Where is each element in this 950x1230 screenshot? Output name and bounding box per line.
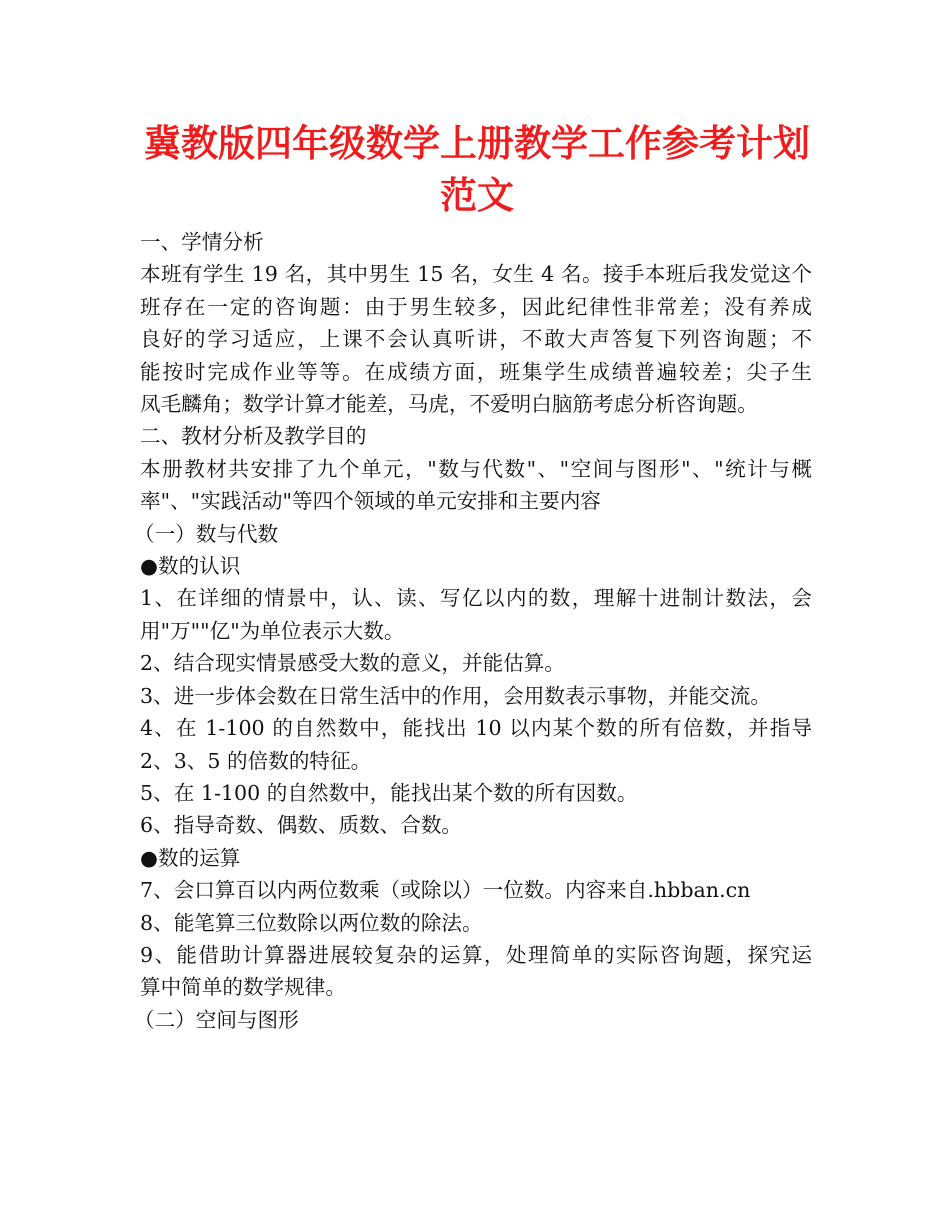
section-heading: 二、教材分析及教学目的 [140,424,367,449]
paragraph-line: 良好的学习适应，上课不会认真听讲，不敢大声答复下列咨询题；不 [140,327,812,352]
list-item: 6、指导奇数、偶数、质数、合数。 [140,813,463,838]
paragraph-line: 能按时完成作业等等。在成绩方面，班集学生成绩普遍较差；尖子生 [140,359,812,384]
paragraph-line: 本册教材共安排了九个单元，"数与代数"、"空间与图形"、"统计与概 [140,456,812,481]
title-line-2: 范文 [440,174,514,217]
list-item: 4、在 1-100 的自然数中，能找出 10 以内某个数的所有倍数，并指导 [140,716,812,741]
paragraph-line: 班存在一定的咨询题：由于男生较多，因此纪律性非常差；没有养成 [140,294,812,319]
list-item-continuation: 算中简单的数学规律。 [140,975,346,1000]
list-item: 5、在 1-100 的自然数中，能找出某个数的所有因数。 [140,780,638,805]
document-body [134,226,812,1036]
title-line-1: 冀教版四年级数学上册教学工作参考计划 [144,122,810,165]
list-item: 7、会口算百以内两位数乘（或除以）一位数。内容来自.hbban.cn [140,878,751,903]
section-heading: 一、学情分析 [140,230,264,254]
list-item: 8、能笔算三位数除以两位数的除法。 [140,910,483,935]
list-item-continuation: 用"万""亿"为单位表示大数。 [140,618,405,643]
paragraph-line: 本班有学生 19 名，其中男生 15 名，女生 4 名。接手本班后我发觉这个 [140,262,812,287]
paragraph-line: 凤毛麟角；数学计算才能差，马虎，不爱明白脑筋考虑分析咨询题。 [140,392,758,417]
list-item: 9、能借助计算器进展较复杂的运算，处理简单的实际咨询题，探究运 [140,942,812,967]
subsection-heading: （二）空间与图形 [134,1007,299,1032]
list-item-continuation: 2、3、5 的倍数的特征。 [140,748,372,773]
bullet-heading: ●数的运算 [140,845,241,870]
document-page [134,118,812,1036]
paragraph-line: 率"、"实践活动"等四个领域的单元安排和主要内容 [140,489,601,514]
list-item: 3、进一步体会数在日常生活中的作用，会用数表示事物，并能交流。 [140,683,771,708]
document-title [132,118,822,222]
list-item: 1、在详细的情景中，认、读、写亿以内的数，理解十进制计数法，会 [140,586,812,611]
subsection-heading: （一）数与代数 [134,521,279,546]
bullet-heading: ●数的认识 [140,554,241,579]
list-item: 2、结合现实情景感受大数的意义，并能估算。 [140,651,565,676]
